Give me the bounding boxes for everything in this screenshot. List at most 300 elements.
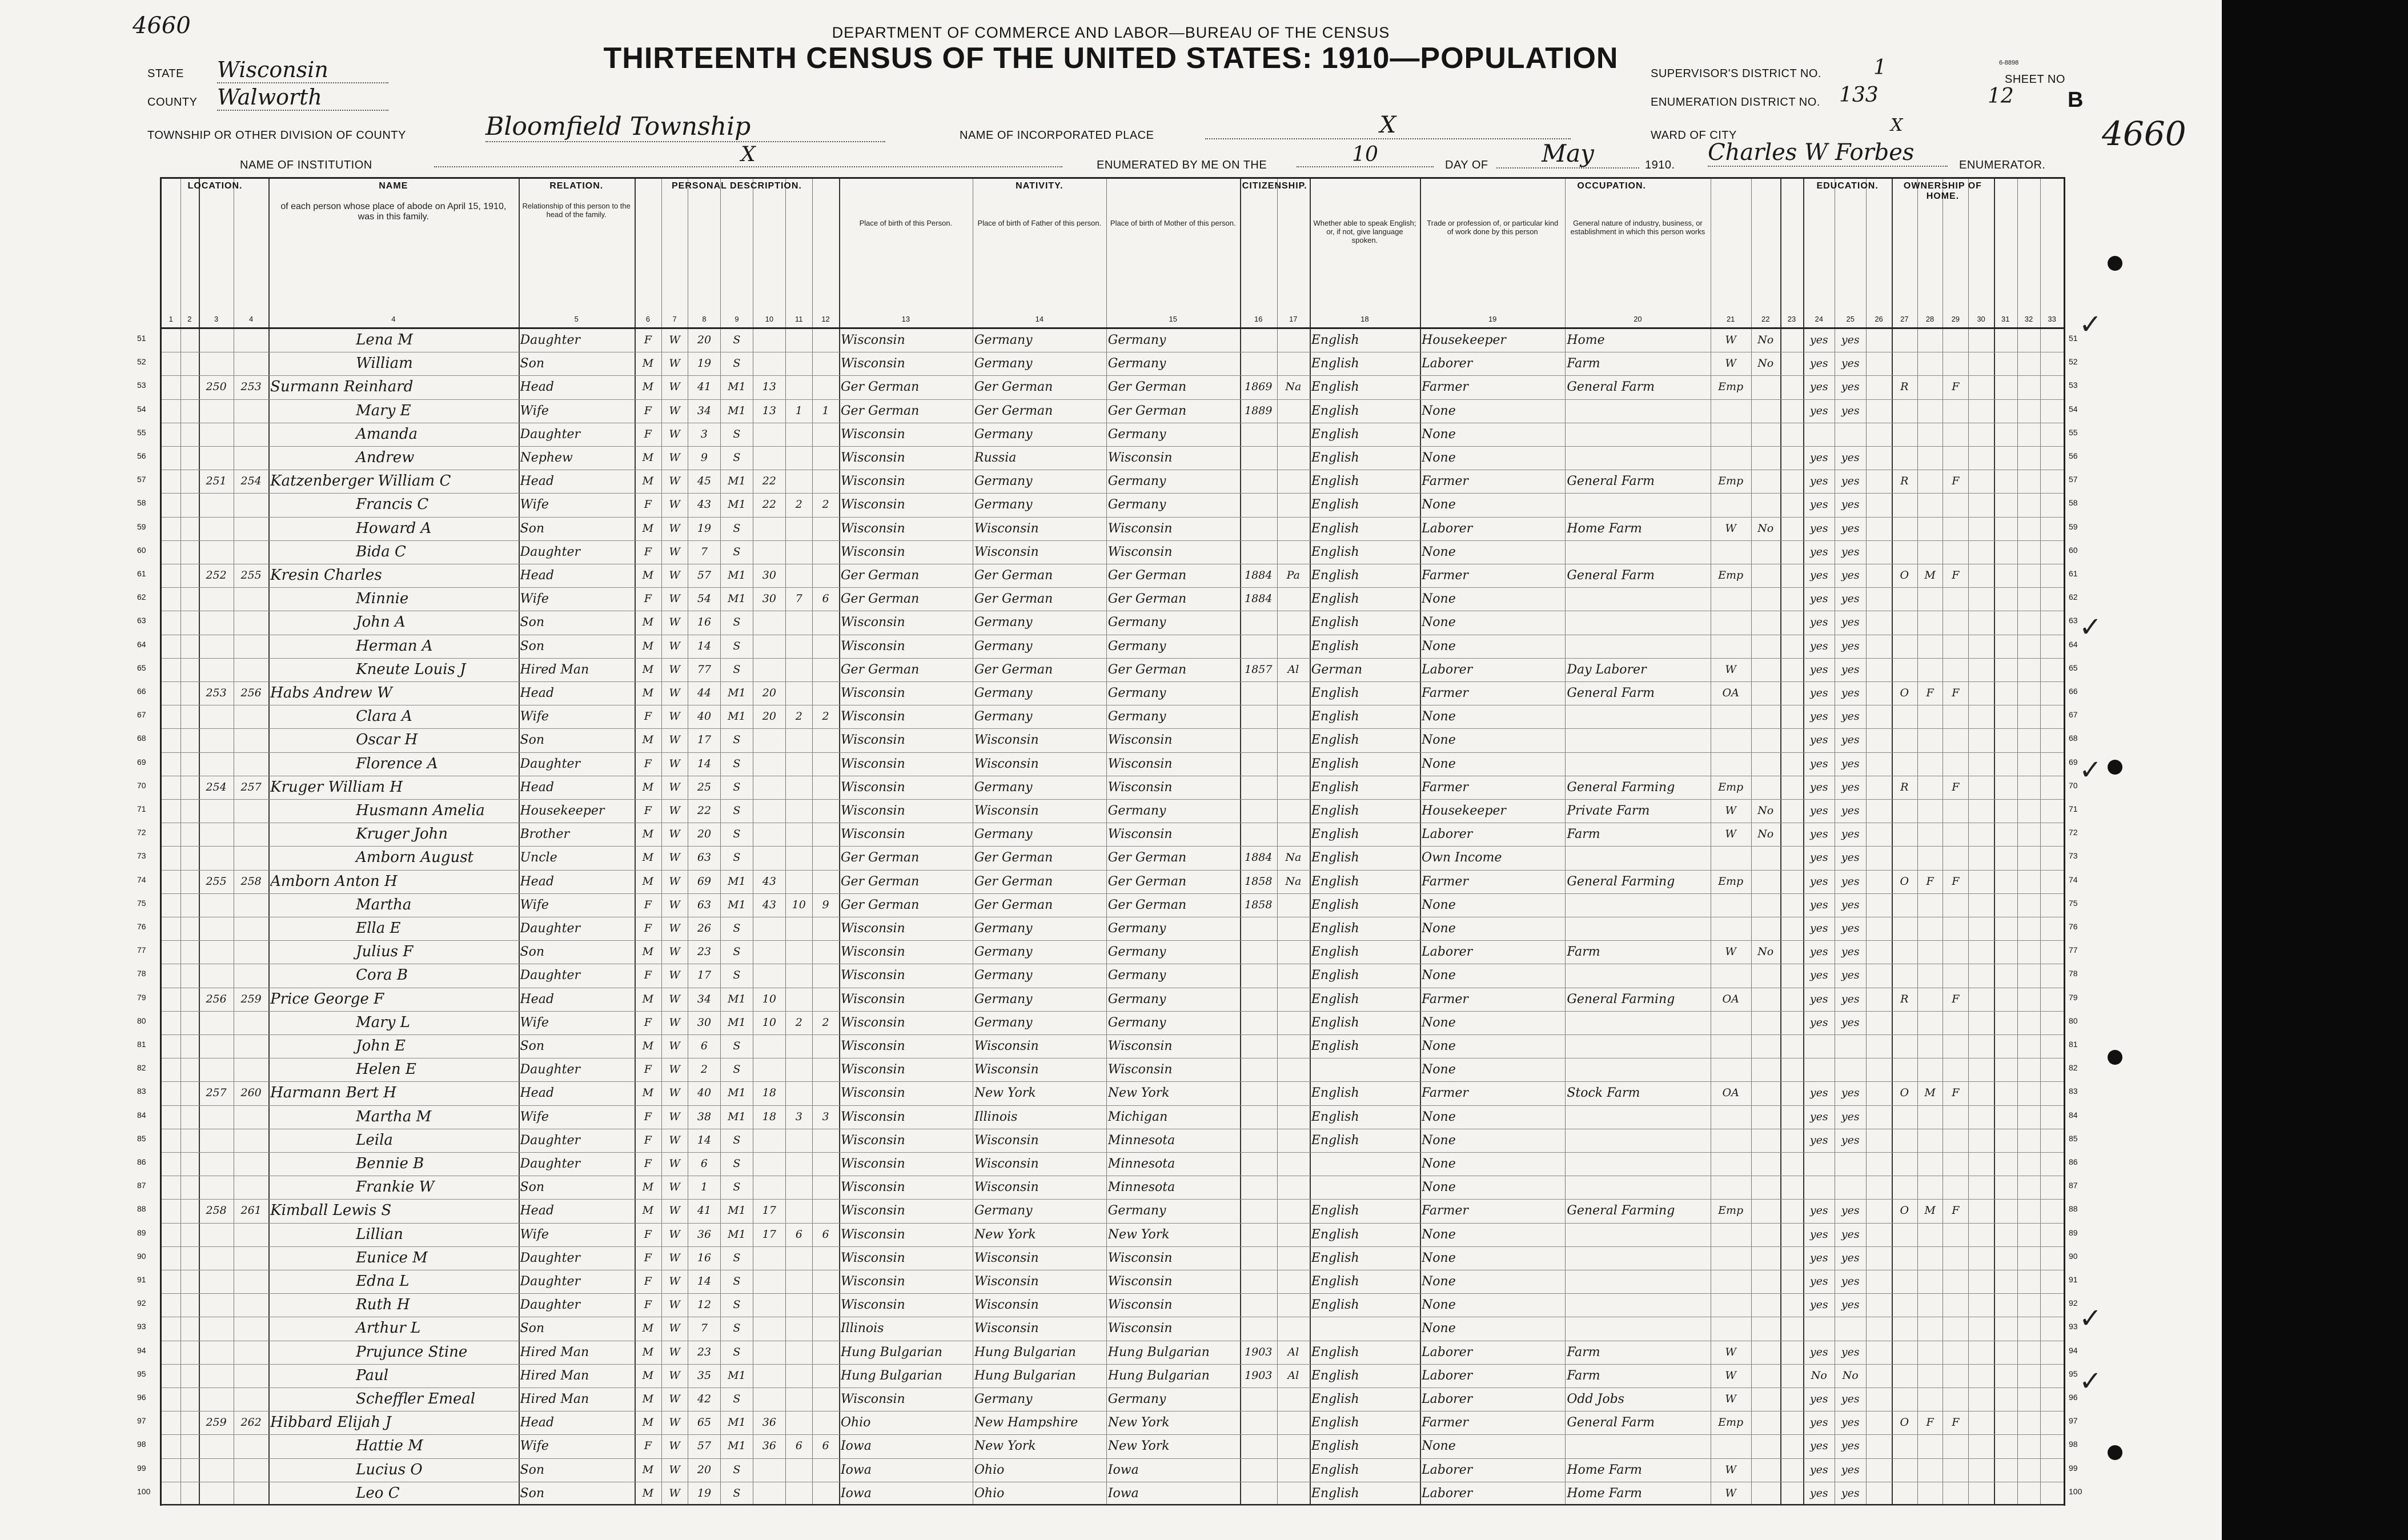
cell-marital: M1 [728,475,746,488]
cell-marital: S [733,851,741,864]
cell-farm [1944,423,1966,446]
cell-relation: Daughter [520,1133,581,1148]
cell-father: Hung Bulgarian [974,1345,1076,1359]
column-header-industry: General nature of industry, business, or establishment in which this person works [1570,219,1705,236]
cell-living: 6 [822,592,829,605]
cell-write: yes [1841,898,1860,911]
cell-nat [1279,964,1308,987]
cell-age: 54 [697,592,712,605]
cell-mother: Germany [1107,945,1166,960]
table-row [162,846,2064,869]
cell-name: Amborn Anton H [270,872,398,890]
cell-marital: S [733,1463,741,1476]
cell-family [235,611,267,634]
cell-sex: F [644,922,652,935]
cell-age: 22 [697,804,712,817]
cell-dwelling [200,1482,232,1505]
cell-immig [1242,1482,1275,1505]
cell-years: 20 [762,710,776,723]
cell-free [1919,658,1941,681]
cell-emp: Emp [1718,875,1744,888]
cell-sex: M [642,851,654,864]
cell-write: yes [1841,828,1860,841]
cell-race: W [669,733,680,747]
cell-birth: Wisconsin [840,709,905,724]
sheet-letter: B [2068,88,2084,112]
cell-name: Kimball Lewis S [270,1202,392,1220]
cell-lang: English [1311,1368,1359,1383]
cell-nat [1279,1199,1308,1222]
cell-farm [1944,964,1966,987]
cell-years [754,964,784,987]
cell-write: yes [1841,639,1860,652]
cell-age: 45 [697,475,712,488]
cell-race: W [669,1298,680,1312]
cell-own: O [1900,569,1909,581]
cell-trade: Laborer [1422,1368,1473,1383]
cell-race: W [669,875,680,888]
cell-unemp [1753,470,1779,493]
column-number: 6 [645,315,650,323]
cell-birth: Wisconsin [840,1274,905,1289]
census-title: THIRTEENTH CENSUS OF THE UNITED STATES: 1910—POPULATION [603,42,1619,75]
cell-birth: Wisconsin [840,1204,905,1218]
cell-lang: English [1311,1392,1359,1406]
cell-immig: 1884 [1245,592,1273,605]
row-number: 62 [2069,592,2078,602]
cell-name: Kruger William H [270,778,403,796]
punch-hole [2108,760,2122,775]
cell-birth: Ger German [840,380,920,395]
cell-read: yes [1809,451,1828,464]
cell-race: W [669,639,680,652]
cell-write [1836,1152,1864,1176]
cell-immig [1242,1081,1275,1105]
cell-write: yes [1841,569,1860,581]
cell-nat: Na [1285,380,1302,394]
column-header-birth: Place of birth of this Person. [859,219,953,227]
cell-trade: Laborer [1422,1392,1473,1406]
cell-write: yes [1841,1086,1860,1100]
cell-immig: 1869 [1245,380,1273,394]
cell-read [1805,1152,1833,1176]
table-row [162,1129,2064,1152]
column-group-header: RELATION. [549,181,604,191]
table-row [162,1223,2064,1246]
cell-write: yes [1841,851,1860,864]
cell-emp: W [1725,334,1736,346]
cell-race: W [669,780,680,793]
column-number: 18 [1360,315,1369,323]
cell-family [235,517,267,540]
cell-write [1836,423,1864,446]
cell-dwelling [200,635,232,658]
cell-father: Wisconsin [974,1039,1039,1053]
institution-value: X [434,143,1062,167]
cell-mother: Wisconsin [1107,1298,1173,1313]
cell-read: yes [1809,334,1828,346]
check-mark: ✓ [2079,308,2102,340]
column-number: 14 [1035,315,1044,323]
cell-born [787,1387,810,1411]
cell-years [754,776,784,799]
cell-born [787,1482,810,1505]
cell-birth: Ger German [840,592,920,607]
cell-farm: F [1952,569,1960,581]
cell-write: yes [1841,475,1860,488]
row-number: 81 [2069,1040,2078,1049]
cell-living [814,470,837,493]
cell-emp: Emp [1718,1416,1744,1429]
row-number: 58 [2069,498,2078,508]
cell-read: yes [1809,357,1828,370]
table-row [162,1341,2064,1364]
cell-farm [1944,1058,1966,1081]
cell-farm [1944,1293,1966,1317]
cell-name: Julius F [356,943,414,961]
cell-nat: Na [1285,851,1302,864]
row-number: 59 [2069,522,2078,531]
row-number: 68 [137,733,146,743]
cell-nat [1279,399,1308,423]
cell-father: Hung Bulgarian [974,1368,1076,1383]
cell-mother: Ger German [1107,568,1187,583]
cell-born [787,728,810,752]
cell-unemp [1753,1081,1779,1105]
cell-farm [1944,917,1966,940]
cell-emp [1712,1270,1749,1293]
cell-own [1893,1152,1916,1176]
cell-industry [1567,399,1708,423]
cell-industry [1567,493,1708,516]
cell-immig [1242,1152,1275,1176]
sheet-value: 12 [1988,85,2014,108]
cell-marital: S [733,1040,741,1052]
cell-marital: S [733,945,741,959]
cell-marital: M1 [728,1086,746,1100]
cell-sex: F [644,710,652,723]
cell-nat [1279,635,1308,658]
cell-lang: English [1311,1015,1359,1030]
cell-farm [1944,1034,1966,1058]
cell-race: W [669,1016,680,1029]
cell-years [754,940,784,964]
cell-sex: F [644,898,652,911]
cell-free [1919,540,1941,564]
cell-industry [1567,1270,1708,1293]
table-row [162,375,2064,399]
cell-age: 57 [697,569,712,581]
cell-name: Francis C [356,496,429,514]
cell-years [754,1293,784,1317]
cell-family: 254 [240,475,262,488]
cell-age: 35 [697,1369,712,1382]
cell-lang: English [1311,568,1359,583]
cell-marital: M1 [728,498,746,511]
cell-immig [1242,681,1275,705]
cell-free: F [1926,875,1934,888]
cell-nat [1279,587,1308,611]
cell-lang: English [1311,921,1359,936]
cell-lang: English [1311,1250,1359,1265]
check-mark: ✓ [2079,611,2102,643]
row-number: 84 [2069,1110,2078,1120]
cell-father: Germany [974,1204,1033,1218]
cell-living [814,352,837,375]
cell-relation: Wife [520,709,549,724]
cell-father: Ger German [974,662,1053,677]
cell-living [814,611,837,634]
row-number: 78 [2069,969,2078,978]
place-label: NAME OF INCORPORATED PLACE [960,129,1154,142]
column-number: 20 [1634,315,1642,323]
cell-farm [1944,705,1966,728]
cell-marital: S [733,616,741,629]
cell-dwelling: 250 [206,380,227,394]
cell-dwelling [200,917,232,940]
cell-immig [1242,446,1275,470]
cell-farm: F [1952,992,1960,1005]
cell-race: W [669,1228,680,1241]
row-number: 53 [137,380,146,390]
cell-trade: None [1422,1133,1456,1148]
row-number: 82 [2069,1063,2078,1073]
row-number: 61 [137,569,146,578]
cell-free [1919,1270,1941,1293]
cell-unemp [1753,870,1779,893]
cell-marital: M1 [728,1416,746,1429]
cell-farm [1944,1317,1966,1340]
row-number: 88 [137,1204,146,1214]
cell-free [1919,799,1941,823]
column-header-name: of each person whose place of abode on April 15, 1910, was in this family. [280,202,507,222]
cell-sex: F [644,1228,652,1241]
row-number: 92 [137,1298,146,1308]
cell-years [754,635,784,658]
cell-name: Mary L [356,1013,410,1031]
cell-father: New Hampshire [974,1415,1078,1430]
cell-race: W [669,451,680,464]
cell-years [754,1317,784,1340]
cell-industry: General Farm [1567,568,1655,583]
cell-farm [1944,399,1966,423]
cell-race: W [669,757,680,770]
cell-living [814,517,837,540]
row-number: 69 [137,757,146,767]
cell-sex: M [642,875,654,888]
row-number: 63 [2069,616,2078,625]
cell-write: yes [1841,710,1860,723]
cell-mother: Wisconsin [1107,1274,1173,1289]
table-row [162,540,2064,564]
row-number: 81 [137,1040,146,1049]
cell-age: 12 [697,1298,712,1312]
cell-mother: New York [1107,1227,1170,1242]
cell-trade: None [1422,1157,1456,1171]
cell-free [1919,728,1941,752]
cell-lang: English [1311,1439,1359,1454]
cell-relation: Son [520,356,544,371]
cell-dwelling: 259 [206,1416,227,1429]
row-number: 83 [2069,1086,2078,1096]
cell-write: yes [1841,1416,1860,1429]
cell-name: Surmann Reinhard [270,378,414,396]
cell-dwelling [200,752,232,776]
cell-lang: English [1311,874,1359,889]
cell-emp: W [1725,522,1736,535]
cell-unemp [1753,846,1779,869]
row-number: 51 [137,334,146,343]
cell-birth: Ger German [840,874,920,889]
cell-family [235,1058,267,1081]
cell-years [754,752,784,776]
cell-name: Edna L [356,1273,410,1290]
cell-sex: M [642,733,654,747]
cell-farm [1944,540,1966,564]
cell-relation: Wife [520,897,549,912]
check-mark: ✓ [2079,754,2102,786]
cell-lang: English [1311,1039,1359,1053]
row-number: 97 [2069,1416,2078,1426]
table-row [162,1434,2064,1458]
cell-mother: Germany [1107,639,1166,653]
cell-race: W [669,334,680,346]
cell-read [1805,1317,1833,1340]
cell-race: W [669,380,680,394]
cell-emp: OA [1722,992,1739,1005]
row-number: 63 [137,616,146,625]
cell-name: Price George F [270,990,384,1008]
cell-farm [1944,1458,1966,1482]
row-number: 59 [137,522,146,531]
table-row [162,446,2064,470]
cell-write: yes [1841,1439,1860,1453]
cell-race: W [669,804,680,817]
cell-name: Lillian [356,1225,403,1243]
cell-free: F [1926,1416,1934,1429]
cell-years [754,517,784,540]
cell-mother: Ger German [1107,851,1187,865]
cell-sex: M [642,357,654,370]
cell-family [235,1034,267,1058]
cell-immig [1242,1411,1275,1434]
row-number: 67 [137,710,146,720]
cell-immig [1242,1199,1275,1222]
cell-trade: None [1422,1250,1456,1265]
cell-father: Ger German [974,403,1053,418]
row-number: 68 [2069,733,2078,743]
cell-trade: None [1422,403,1456,418]
table-row [162,399,2064,423]
cell-write: yes [1841,945,1860,959]
cell-born: 2 [795,710,802,723]
cell-living [814,1364,837,1387]
cell-read: yes [1809,875,1828,888]
cell-dwelling [200,1270,232,1293]
cell-industry: Farm [1567,1345,1600,1359]
cell-trade: None [1422,615,1456,630]
cell-sex: M [642,663,654,676]
cell-relation: Head [520,1415,554,1430]
cell-relation: Wife [520,1439,549,1454]
cell-own [1893,493,1916,516]
cell-immig [1242,1458,1275,1482]
cell-age: 25 [697,780,712,793]
cell-industry [1567,635,1708,658]
cell-sex: F [644,1298,652,1312]
cell-farm: F [1952,875,1960,888]
cell-free [1919,470,1941,493]
cell-birth: Wisconsin [840,521,905,536]
cell-born [787,917,810,940]
cell-trade: None [1422,1180,1456,1195]
cell-age: 7 [700,545,708,558]
cell-write: yes [1841,357,1860,370]
cell-birth: Wisconsin [840,1062,905,1077]
cell-write [1836,1176,1864,1199]
cell-write: yes [1841,1251,1860,1264]
cell-race: W [669,1133,680,1146]
cell-born [787,752,810,776]
cell-industry [1567,1058,1708,1081]
cell-mother: Ger German [1107,662,1187,677]
cell-father: Germany [974,1392,1033,1406]
cell-name: Howard A [356,519,432,537]
cell-marital: S [733,1251,741,1264]
cell-lang: English [1311,945,1359,960]
cell-dwelling: 257 [206,1086,227,1100]
cell-mother: Wisconsin [1107,756,1173,771]
cell-lang: English [1311,451,1359,465]
cell-free [1919,705,1941,728]
cell-years [754,917,784,940]
cell-family [235,893,267,917]
row-number: 71 [137,804,146,813]
cell-emp: W [1725,357,1736,370]
cell-write: yes [1841,1204,1860,1217]
cell-name: Husmann Amelia [356,802,485,819]
cell-race: W [669,1181,680,1194]
cell-race: W [669,475,680,488]
cell-unemp [1753,1129,1779,1152]
cell-age: 65 [697,1416,712,1429]
cell-birth: Ohio [840,1415,871,1430]
cell-write: yes [1841,404,1860,417]
cell-age: 20 [697,1463,712,1476]
cell-trade: Farmer [1422,474,1468,489]
cell-born [787,988,810,1011]
cell-trade: None [1422,544,1456,559]
cell-born [787,446,810,470]
cell-emp: Emp [1718,380,1744,394]
cell-born: 6 [795,1228,802,1241]
cell-mother: Germany [1107,356,1166,371]
table-row [162,1387,2064,1411]
cell-farm [1944,1223,1966,1246]
cell-living [814,1387,837,1411]
cell-marital: S [733,1486,741,1499]
cell-free [1919,1317,1941,1340]
cell-age: 19 [697,1486,712,1499]
cell-dwelling [200,1011,232,1034]
cell-read: yes [1809,945,1828,959]
cell-farm [1944,587,1966,611]
cell-read: yes [1809,522,1828,535]
column-header-father: Place of birth of Father of this person. [977,219,1102,227]
cell-industry [1567,1011,1708,1034]
cell-lang: English [1311,521,1359,536]
cell-years [754,1387,784,1411]
